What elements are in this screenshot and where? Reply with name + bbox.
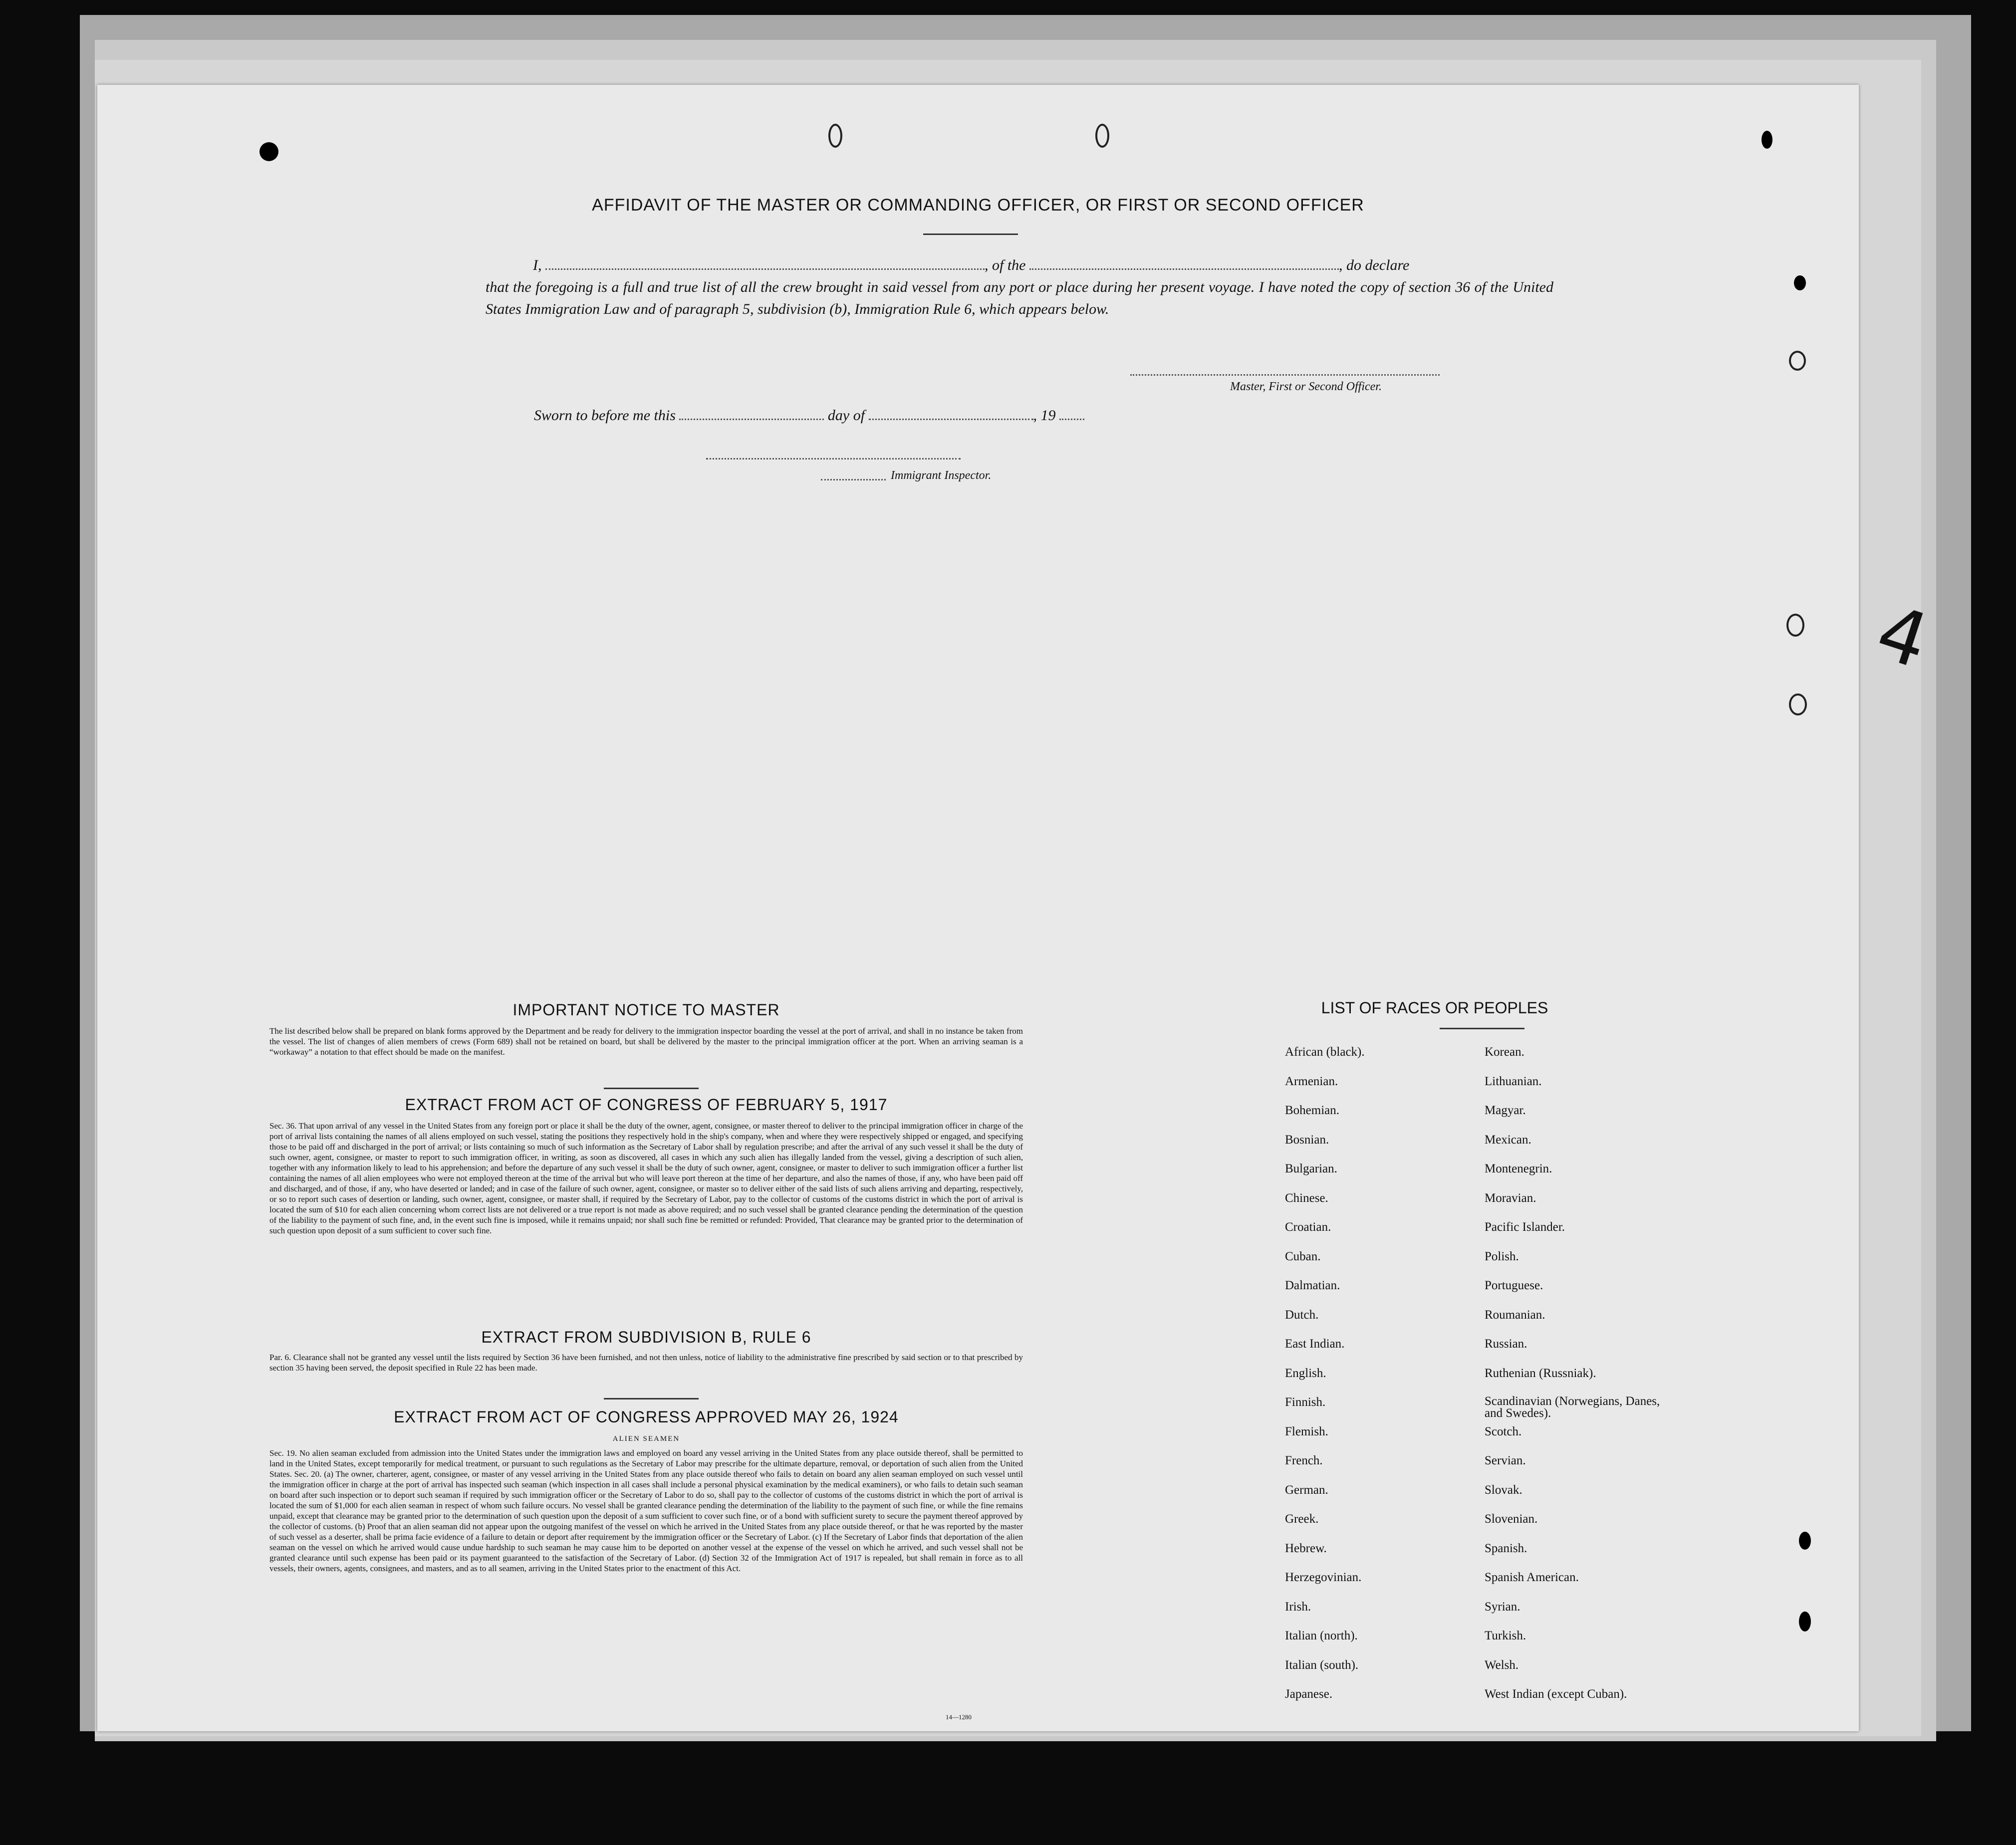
race-item: Syrian.: [1485, 1600, 1520, 1614]
affidavit-text: that the foregoing is a full and true list of all the crew brought in said vessel from any port or place during her present voyage. I have noted the copy of section 36 of the United States Immigration Law and of paragraph 5, subdivision (b), Immigration Rule 6, which appears below.: [486, 279, 1553, 317]
punch-hole: [1789, 351, 1806, 371]
punch-hole: [1762, 131, 1772, 149]
race-item: French.: [1285, 1454, 1323, 1467]
year-label: , 19: [1033, 407, 1056, 424]
race-item: Cuban.: [1285, 1249, 1321, 1263]
extract2-text: Par. 6. Clearance shall not be granted any vessel until the lists required by Section 36 have been furnished, and not then unless, notice of liability to the administrative fine prescribed by said section or to that prescribed by section 35 having been served, the deposit specified in Rule 22 has been made.: [269, 1353, 1023, 1373]
punch-hole: [1794, 275, 1806, 290]
races-title: LIST OF RACES OR PEOPLES: [1321, 999, 1548, 1017]
notice-title: IMPORTANT NOTICE TO MASTER: [512, 1001, 780, 1019]
race-item: German.: [1285, 1483, 1328, 1497]
race-item: Turkish.: [1485, 1629, 1526, 1642]
race-item: Scotch.: [1485, 1424, 1522, 1438]
extract3-title: EXTRACT FROM ACT OF CONGRESS APPROVED MAY 26, 1924: [394, 1408, 899, 1426]
race-item: Russian.: [1485, 1337, 1527, 1351]
extract3-text: Sec. 19. No alien seaman excluded from admission into the United States under the immigration laws and employed on board any vessel arriving in the United States from any place outside thereof, shall be permitted to land in the United States, except temporarily for medical treatment, or pursuant to such regulations as the Secretary of Labor may prescribe for the ultimate departure, removal, or deportation of such alien from the United States. Sec. 20. (a) The owner, charterer, agent, consignee, or master of any vessel arriving in the United States from any place outside thereof who fails to detain on board any alien seaman employed on such vessel until the immigration officer in charge at the port of arrival has inspected such seaman (which inspection in all cases shall include a personal physical examination by the medical examiners), or who fails to detain such seaman on board after such inspection or to deport such seaman if required by such immigration officer or the Secretary of Labor to do so, shall pay to the collector of customs of the customs district in which the port of arrival is located the sum of $1,000 for each alien seaman in respect of whom such failure occurs. No vessel shall be granted clearance pending the determination of the liability to the payment of such fine, or while the fine remains unpaid, except that clearance may be granted prior to the determination of such question upon the deposit of a sum sufficient to cover such fine, or of a bond with sufficient surety to secure the payment thereof approved by the collector of customs. (b) Proof that an alien seaman did not appear upon the outgoing manifest of the vessel on which he arrived in the United States from any place outside thereof, or that he was reported by the master of such vessel as a deserter, shall be prima facie evidence of a failure to detain or deport after requirement by the immigration officer or the Secretary of Labor. (c) If the Secretary of Labor finds that deportation of the alien seaman on the vessel on which he arrived would cause undue hardship to such seaman he may cause him to be deported on another vessel at the expense of the vessel on which he arrived, and such vessel shall not be granted clearance until such expense has been paid or its payment guaranteed to the satisfaction of the Secretary of Labor. (d) Section 32 of the Immigration Act of 1917 is repealed, but shall remain in force as to all vessels, their owners, agents, consignees, and masters, and as to all seamen, arriving in the United States prior to the enactment of this Act.: [269, 1448, 1023, 1573]
vessel-field[interactable]: [1029, 268, 1339, 270]
declaration-i: I,: [533, 257, 542, 273]
inspector-dots: [821, 479, 886, 480]
race-item: Mexican.: [1485, 1133, 1531, 1147]
document-page: [97, 85, 1939, 1731]
extract3-subtitle: ALIEN SEAMEN: [612, 1435, 680, 1443]
extract1-title: EXTRACT FROM ACT OF CONGRESS OF FEBRUARY 5, 1917: [405, 1096, 888, 1114]
punch-hole: [1789, 693, 1807, 715]
race-item: English.: [1285, 1366, 1326, 1380]
race-item: Dalmatian.: [1285, 1279, 1340, 1292]
race-item: Greek.: [1285, 1512, 1319, 1526]
punch-hole: [1799, 1532, 1811, 1550]
signature-field[interactable]: [1130, 374, 1440, 376]
section-rule: [604, 1088, 699, 1089]
affidavit-title: AFFIDAVIT OF THE MASTER OR COMMANDING OFFICER, OR FIRST OR SECOND OFFICER: [592, 196, 1364, 215]
race-item: Welsh.: [1485, 1658, 1519, 1672]
race-item: Hebrew.: [1285, 1541, 1327, 1555]
race-item: Flemish.: [1285, 1424, 1328, 1438]
race-item: Polish.: [1485, 1249, 1519, 1263]
affidavit-body: [486, 254, 1553, 320]
race-item: Armenian.: [1285, 1074, 1338, 1088]
declaration-of-the: , of the: [985, 257, 1026, 273]
races-rule: [1440, 1028, 1524, 1029]
declaration-line: [486, 254, 1553, 276]
race-item: Bosnian.: [1285, 1133, 1329, 1147]
race-item: Montenegrin.: [1485, 1162, 1552, 1175]
race-item: East Indian.: [1285, 1337, 1345, 1351]
extract1-text: Sec. 36. That upon arrival of any vessel in the United States from any foreign port or place it shall be the duty of the owner, agent, consignee, or master thereof to deliver to the principal immigration officer in charge of the port of arrival lists containing the names of all aliens employed on such vessel, stating the positions they respectively hold in the ship's company, when and where they were respectively shipped or engaged, and specifying those to be paid off and discharged in the port of arrival; or lists containing so much of such information as the Secretary of Labor shall by regulation prescribe; and after the arrival of any such vessel it shall be the duty of such owner, agent, consignee, or master to report to such immigration officer, in writing, as soon as discovered, all cases in which any such alien has illegally landed from the vessel, giving a description of such alien, together with any information likely to lead to his apprehension; and before the departure of any such vessel it shall be the duty of such owner, agent, consignee, or master to deliver to such immigration officer a further list containing the names of all alien employees who were not employed thereon at the time of the arrival but who will leave port thereon at the time of her departure, and also the names of those, if any, who have been paid off and discharged, and of those, if any, who have deserted or landed; and in case of the failure of such owner, agent, consignee, or master so to deliver either of the said lists of such aliens arriving and departing, respectively, or so to report such cases of desertion or landing, such owner, agent, consignee, or master shall, if required by the Secretary of Labor, pay to the collector of customs of the customs district in which the port of arrival is located the sum of $10 for each alien concerning whom correct lists are not delivered or a true report is not made as above required; and no such vessel shall be granted clearance pending the determination of the question of the liability to the payment of such fine, and, in the event such fine is imposed, while it remains unpaid; nor shall such fine be remitted or refunded: Provided, That clearance may be granted prior to the determination of such question upon deposit of a sum sufficient to cover such fine.: [269, 1121, 1023, 1235]
race-item: African (black).: [1285, 1045, 1365, 1059]
race-item: Korean.: [1485, 1045, 1524, 1059]
race-item: Magyar.: [1485, 1104, 1526, 1117]
inspector-caption: Immigrant Inspector.: [891, 469, 992, 482]
race-item: Servian.: [1485, 1454, 1526, 1467]
day-field[interactable]: [679, 419, 824, 420]
race-item: Scandinavian (Norwegians, Danes, and Swedes).: [1485, 1394, 1660, 1420]
handwritten-mark: 4: [1866, 588, 1939, 686]
race-item: Irish.: [1285, 1600, 1311, 1614]
punch-hole: [1786, 614, 1804, 637]
race-item: Spanish.: [1485, 1541, 1527, 1555]
sworn-line: [534, 407, 1084, 424]
declaration-do-declare: , do declare: [1339, 257, 1410, 273]
race-item: Roumanian.: [1485, 1308, 1545, 1322]
punch-hole: [1095, 124, 1109, 148]
race-item: Bulgarian.: [1285, 1162, 1337, 1175]
signature-caption: Master, First or Second Officer.: [1230, 380, 1382, 393]
race-item: Ruthenian (Russniak).: [1485, 1366, 1596, 1380]
race-item: Finnish.: [1285, 1395, 1326, 1409]
notice-text: The list described below shall be prepared on blank forms approved by the Department and be ready for delivery to the immigration inspector boarding the vessel at the port of arrival, and shall in no instance be taken from the vessel. The list of changes of alien members of crews (Form 689) shall not be retained on board, but shall be delivered by the master to the principal immigration officer at the port. When an arriving seaman is a “workaway” a notation to that effect should be made on the manifest.: [269, 1026, 1023, 1057]
title-rule: [923, 233, 1018, 235]
race-item: Bohemian.: [1285, 1104, 1340, 1117]
section-rule: [604, 1398, 699, 1399]
year-field[interactable]: [1059, 419, 1084, 420]
race-item: Pacific Islander.: [1485, 1220, 1565, 1234]
day-of-label: day of: [827, 407, 865, 424]
inspector-signature-field[interactable]: [706, 458, 961, 460]
race-item: Chinese.: [1285, 1191, 1328, 1205]
race-item: Herzegovinian.: [1285, 1571, 1362, 1584]
race-item: Italian (north).: [1285, 1629, 1358, 1642]
race-item: Dutch.: [1285, 1308, 1319, 1322]
extract2-title: EXTRACT FROM SUBDIVISION B, RULE 6: [481, 1328, 811, 1346]
race-item: Croatian.: [1285, 1220, 1331, 1234]
race-item: Japanese.: [1285, 1687, 1333, 1701]
race-item: Italian (south).: [1285, 1658, 1359, 1672]
race-item: Spanish American.: [1485, 1571, 1579, 1584]
punch-hole: [828, 124, 842, 148]
race-item: Lithuanian.: [1485, 1074, 1542, 1088]
name-field[interactable]: [545, 268, 985, 270]
form-number: 14—1280: [946, 1713, 972, 1721]
month-field[interactable]: [869, 419, 1033, 420]
race-item: Slovenian.: [1485, 1512, 1538, 1526]
race-item: West Indian (except Cuban).: [1485, 1687, 1627, 1701]
race-item: Slovak.: [1485, 1483, 1522, 1497]
punch-hole: [1799, 1612, 1811, 1631]
sworn-label: Sworn to before me this: [534, 407, 676, 424]
race-item: Moravian.: [1485, 1191, 1536, 1205]
punch-hole: [259, 142, 278, 161]
race-item: Portuguese.: [1485, 1279, 1543, 1292]
